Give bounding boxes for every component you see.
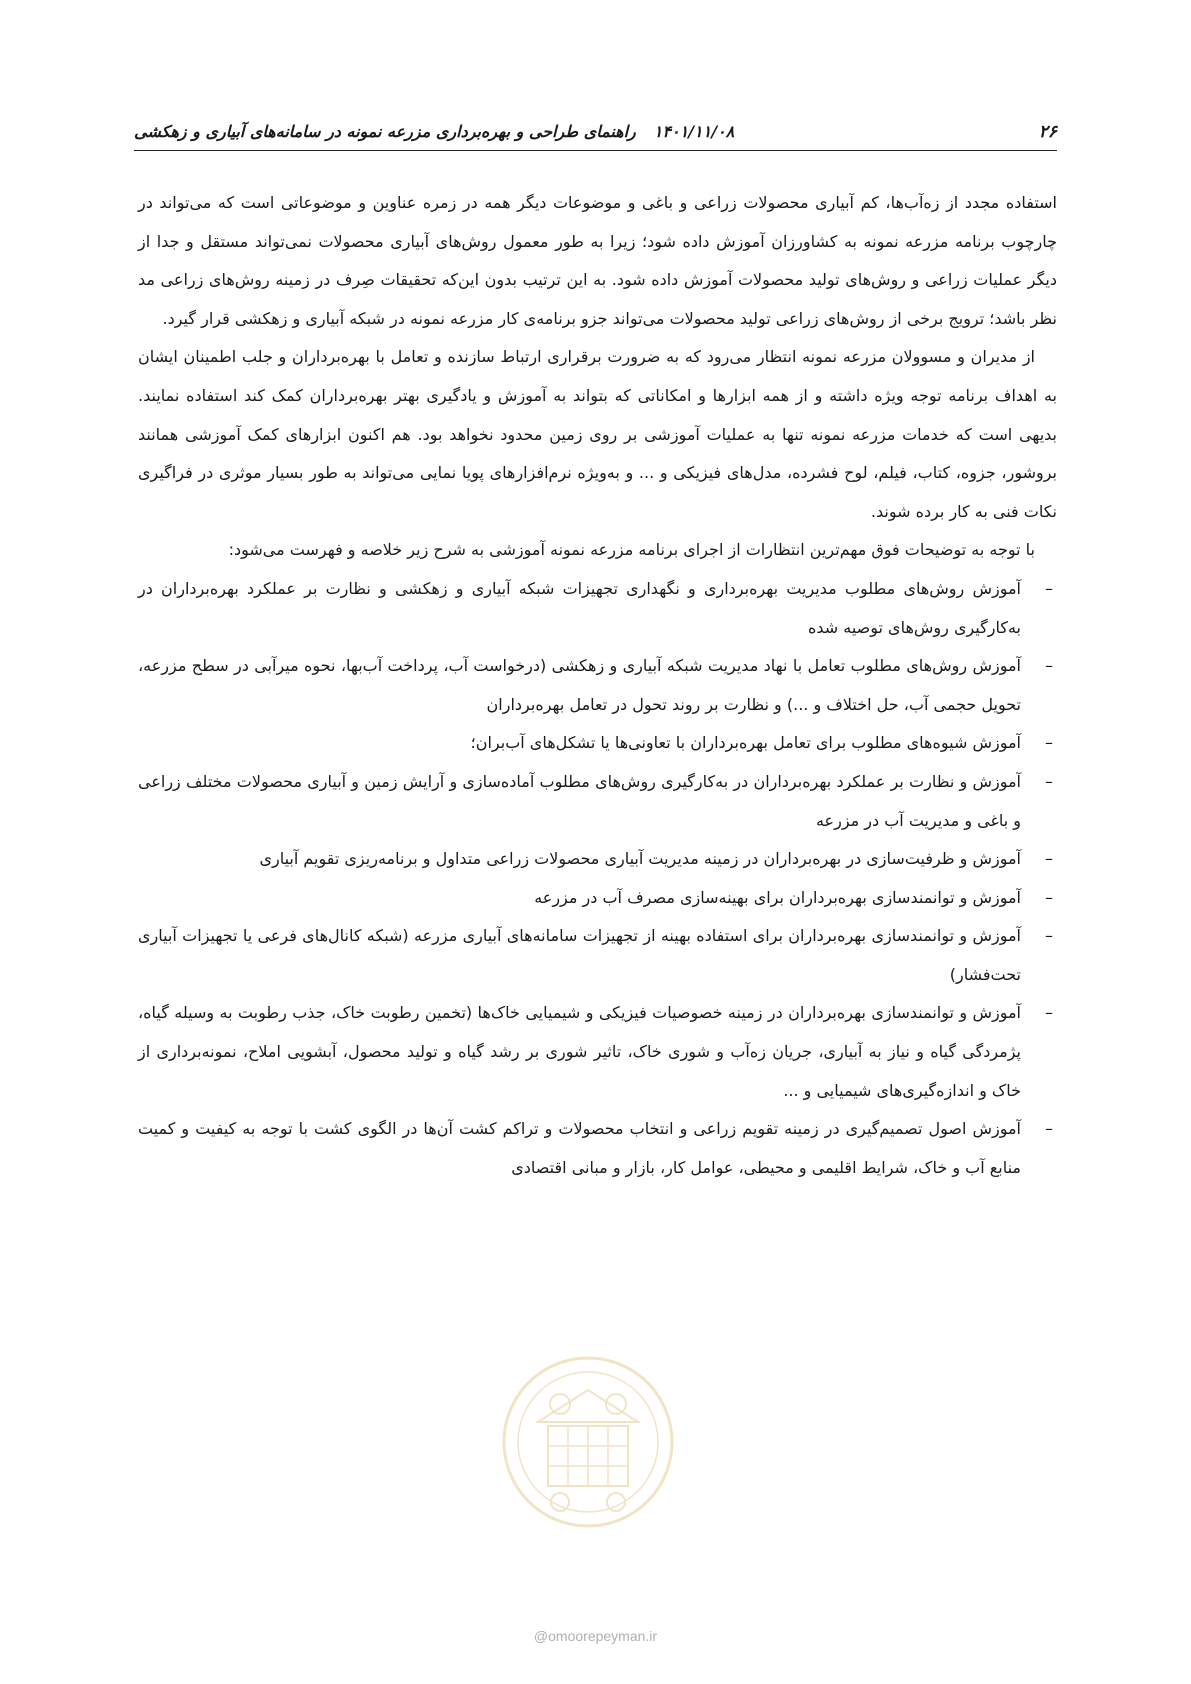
bullet-dash: – bbox=[1045, 578, 1053, 598]
list-item-text: آموزش و نظارت بر عملکرد بهره‌برداران در به‌کارگیری روش‌های مطلوب آماده‌سازی و آرایش زمین و آبیاری محصولات مختلف زراعی و باغی و مدیریت آب در مزرعه bbox=[138, 771, 1021, 830]
list-item-text: آموزش اصول تصمیم‌گیری در زمینه تقویم زراعی و انتخاب محصولات و تراکم کشت آن‌ها در الگوی کشت با توجه به کیفیت و کمیت منابع آب و خاک، شرایط اقلیمی و محیطی، عوامل کار، بازار و مبانی اقتصادی bbox=[138, 1119, 1021, 1177]
list-item bbox=[138, 570, 1057, 647]
bullet-dash: – bbox=[1045, 926, 1053, 946]
list-item-text: آموزش شیوه‌های مطلوب برای تعامل بهره‌برداران با تعاونی‌ها یا تشکل‌های آب‌بران؛ bbox=[470, 733, 1021, 753]
page-header bbox=[134, 118, 1057, 151]
body-text bbox=[138, 184, 1057, 1187]
list-item bbox=[138, 1110, 1057, 1187]
paragraph-3: با توجه به توضیحات فوق مهم‌ترین انتظارات از اجرای برنامه مزرعه نمونه آموزشی به شرح زیر خلاصه و فهرست می‌شود: bbox=[228, 540, 1035, 560]
list-item-text: آموزش و توانمندسازی بهره‌برداران برای بهینه‌سازی مصرف آب در مزرعه bbox=[534, 887, 1021, 907]
list-item bbox=[138, 724, 1057, 763]
list-item bbox=[138, 840, 1057, 879]
bullet-dash: – bbox=[1045, 656, 1053, 676]
bullet-dash: – bbox=[1045, 733, 1053, 753]
paragraph-1: استفاده مجدد از زه‌آب‌ها، کم آبیاری محصولات زراعی و باغی و موضوعات دیگر همه در زمره عناوین و موضوعاتی است که می‌تواند در چارچوب برنامه مزرعه نمونه به کشاورزان آموزش داده شود؛ زیرا به طور معمول روش‌های آبیاری محصولات نمی‌تواند مستقل و جدا از دیگر عملیات زراعی و روش‌های تولید محصولات آموزش داده شود. به این ترتیب بدون این‌که تحقیقات صِرف در زمینه روش‌های زراعی مد نظر باشد؛ ترویج برخی از روش‌های زراعی تولید محصولات می‌تواند جزو برنامه‌ی کار مزرعه نمونه در شبکه آبیاری و زهکشی قرار گیرد. bbox=[138, 193, 1057, 328]
list-item-text: آموزش و توانمندسازی بهره‌برداران در زمینه خصوصیات فیزیکی و شیمیایی خاک‌ها (تخمین رطوبت خاک، جذب رطوبت به وسیله گیاه، پژمردگی گیاه و نیاز به آبیاری، جریان زه‌آب و شوری خاک، تاثیر شوری بر رشد گیاه و تولید محصول، آبشویی املاح، نمونه‌برداری از خاک و اندازه‌گیری‌های شیمیایی و ... bbox=[138, 1003, 1021, 1100]
watermark-text: @omoorepeyman.ir bbox=[533, 1628, 658, 1644]
watermark-seal-icon bbox=[498, 1352, 678, 1532]
list-item-text: آموزش و ظرفیت‌سازی در بهره‌برداران در زمینه مدیریت آبیاری محصولات زراعی متداول و برنامه‌ریزی تقویم آبیاری bbox=[259, 849, 1021, 869]
list-item-text: آموزش روش‌های مطلوب تعامل با نهاد مدیریت شبکه آبیاری و زهکشی (درخواست آب، پرداخت آب‌بها، نحوه میرآبی در سطح مزرعه، تحویل حجمی آب، حل اختلاف و ...) و نظارت بر روند تحول در تعامل بهره‌برداران bbox=[138, 656, 1021, 714]
list-item bbox=[138, 994, 1057, 1110]
expectations-list bbox=[138, 570, 1057, 1188]
list-item-text: آموزش و توانمندسازی بهره‌برداران برای استفاده بهینه از تجهیزات سامانه‌های آبیاری مزرعه (شبکه کانال‌های فرعی یا تجهیزات آبیاری تحت‌فشار) bbox=[138, 926, 1021, 984]
paragraph-2: از مدیران و مسوولان مزرعه نمونه انتظار می‌رود که به ضرورت برقراری ارتباط سازنده و تعامل با بهره‌برداران و جلب اطمینان ایشان به اهداف برنامه توجه ویژه داشته و از همه ابزارها و امکاناتی که بتواند به آموزش و یادگیری بهتر بهره‌برداران کمک کند استفاده نمایند. بدیهی است که خدمات مزرعه نمونه تنها به عملیات آموزشی بر روی زمین محدود نخواهد بود. هم اکنون ابزارهای کمک آموزشی همانند بروشور، جزوه، کتاب، فیلم، لوح فشرده، مدل‌های فیزیکی و ... و به‌ویژه نرم‌افزارهای پویا نمایی می‌تواند به طور بسیار موثری در فراگیری نکات فنی به کار برده شوند. bbox=[138, 347, 1057, 521]
header-title: راهنمای طراحی و بهره‌برداری مزرعه نمونه در سامانه‌های آبیاری و زهکشی bbox=[134, 122, 636, 141]
bullet-dash: – bbox=[1045, 849, 1053, 869]
list-item bbox=[138, 917, 1057, 994]
running-title bbox=[134, 118, 734, 146]
page-number: ۲۶ bbox=[1038, 122, 1057, 142]
header-date: ۱۴۰۱/۱۱/۰۸ bbox=[653, 122, 735, 141]
list-item bbox=[138, 879, 1057, 918]
list-item bbox=[138, 647, 1057, 724]
bullet-dash: – bbox=[1045, 887, 1053, 907]
list-item bbox=[138, 763, 1057, 840]
bullet-dash: – bbox=[1045, 771, 1053, 791]
bullet-dash: – bbox=[1045, 1003, 1053, 1023]
list-item-text: آموزش روش‌های مطلوب مدیریت بهره‌برداری و نگهداری تجهیزات شبکه آبیاری و زهکشی و نظارت بر عملکرد بهره‌برداران در به‌کارگیری روش‌های توصیه شده bbox=[138, 578, 1021, 637]
bullet-dash: – bbox=[1045, 1119, 1053, 1139]
